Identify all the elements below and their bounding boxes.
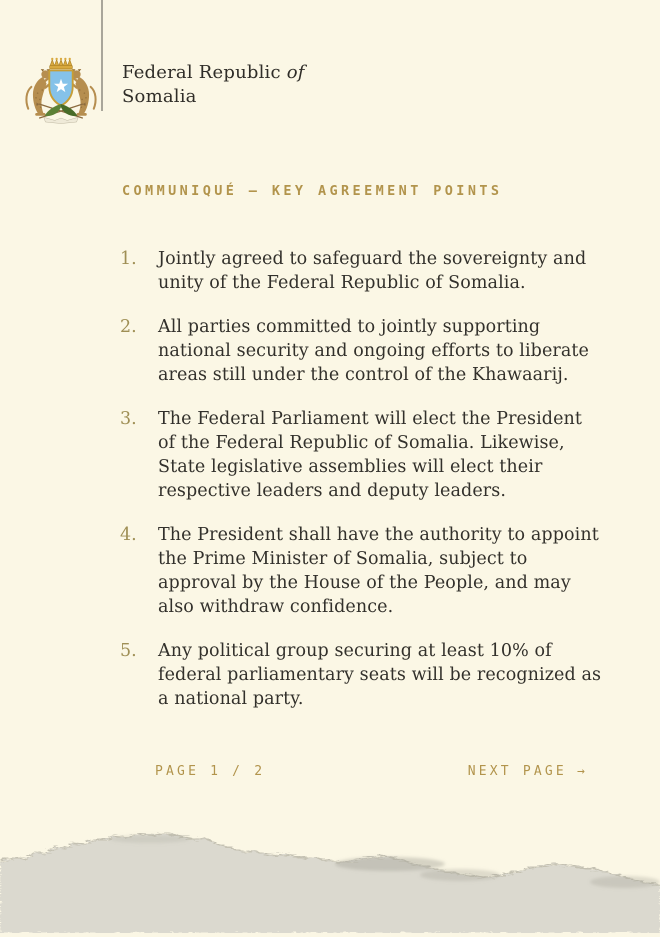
org-name-line2: Somalia <box>122 85 197 107</box>
list-item-text: All parties committed to jointly supporting national security and ongoing efforts to liberate areas still under the control of the Khawaarij. <box>158 317 589 385</box>
list-item-number: 3. <box>120 409 137 429</box>
crown <box>50 58 73 69</box>
list-item-number: 4. <box>120 525 137 545</box>
arrow-right-icon: → <box>576 764 588 779</box>
torn-paper-edge <box>0 790 660 933</box>
communique-heading: COMMUNIQUÉ — KEY AGREEMENT POINTS <box>122 183 503 199</box>
list-item-text: Jointly agreed to safeguard the sovereignty and unity of the Federal Republic of Somalia. <box>158 249 587 293</box>
agreement-points-list <box>120 247 602 731</box>
list-item <box>120 639 602 711</box>
org-name-line1: Federal Republic of <box>122 62 305 83</box>
list-item-number: 2. <box>120 317 137 337</box>
list-item <box>120 315 602 387</box>
list-item <box>120 407 602 503</box>
page-indicator: PAGE 1 / 2 <box>155 764 266 779</box>
next-page-label: NEXT PAGE <box>467 764 567 779</box>
header-divider <box>101 0 103 111</box>
list-item-text: The President shall have the authority to appoint the Prime Minister of Somalia, subject to approval by the House of the People, and may also withdraw confidence. <box>158 525 599 617</box>
list-item-text: Any political group securing at least 10% of federal parliamentary seats will be recognized as a national party. <box>158 641 602 709</box>
pager-footer <box>155 764 588 779</box>
list-item <box>120 523 602 619</box>
list-item-number: 5. <box>120 641 137 661</box>
list-item-number: 1. <box>120 249 137 269</box>
list-item-text: The Federal Parliament will elect the President of the Federal Republic of Somalia. Likewise, State legislative assemblies will elect their respective leaders and deputy leaders. <box>158 409 583 501</box>
org-name <box>122 61 305 108</box>
list-item <box>120 247 602 295</box>
somalia-coat-of-arms-icon <box>22 55 100 125</box>
next-page-button[interactable] <box>468 764 588 779</box>
